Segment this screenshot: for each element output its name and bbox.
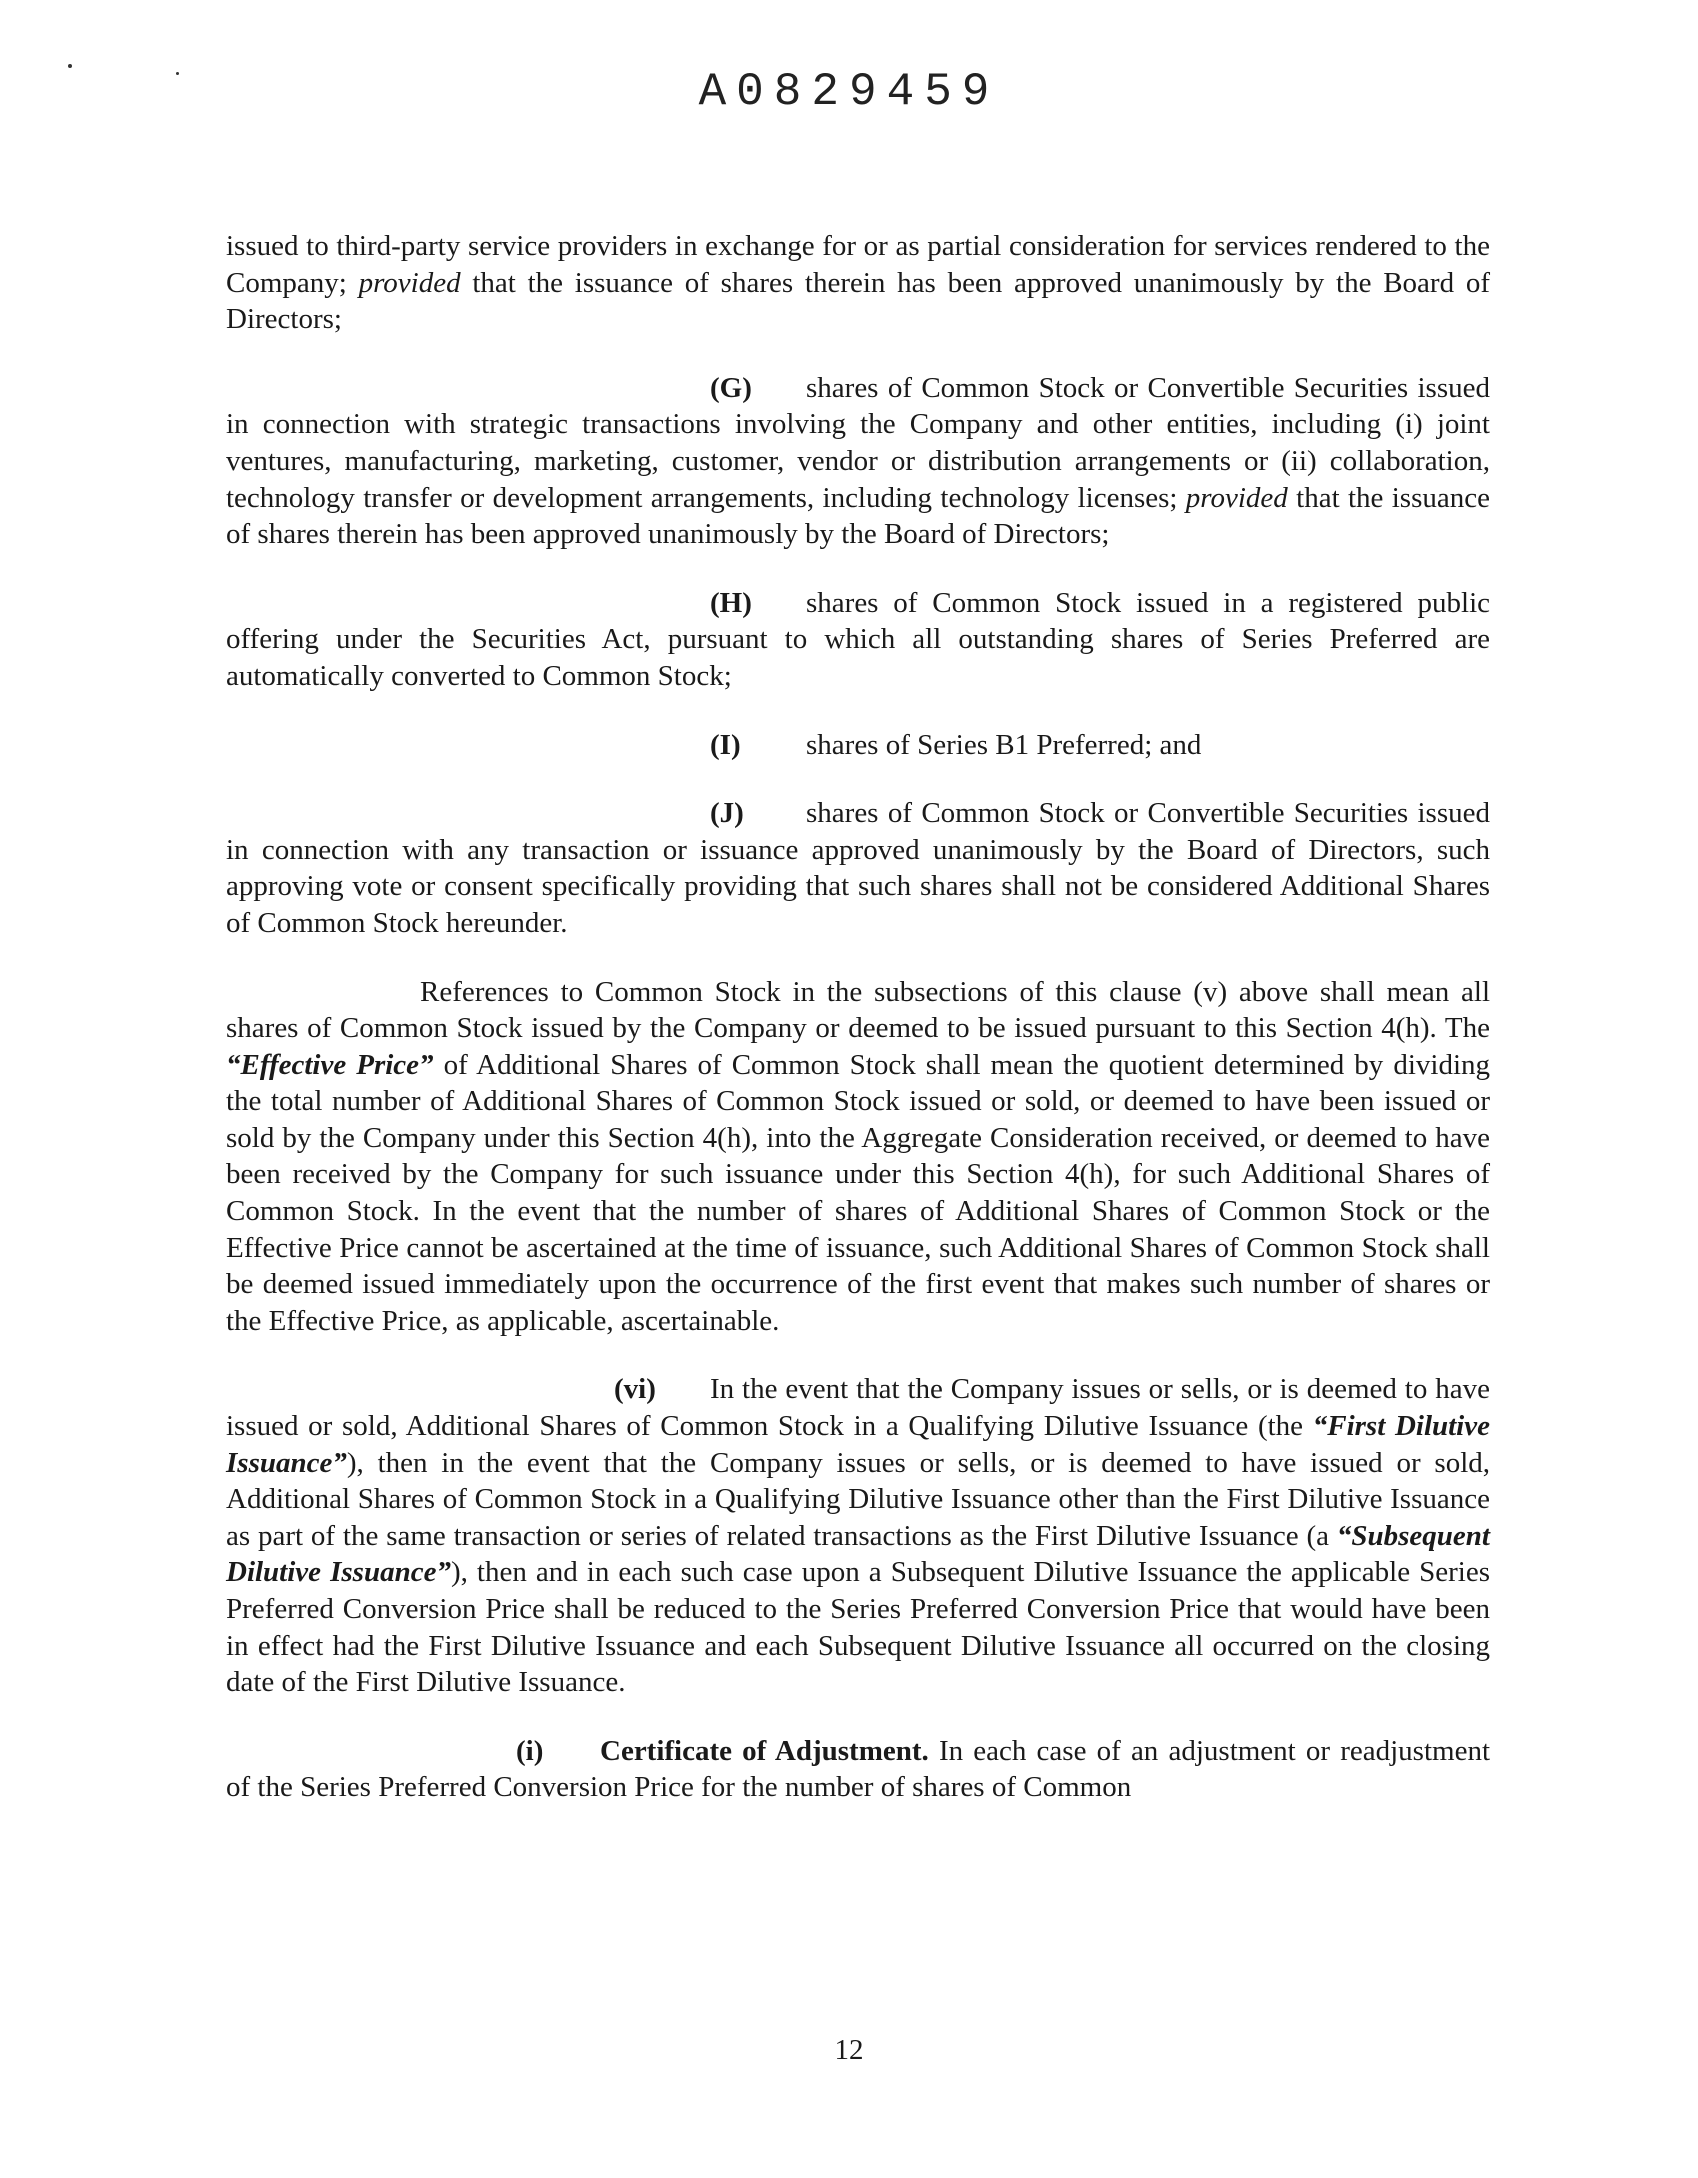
paragraph-text: shares of Common Stock issued in a registered public offering under the Securities Act, pursuant to which all outstanding shares of Series Preferred are automatically converted to Common Stock; [226, 586, 1490, 692]
paragraph-text: References to Common Stock in the subsections of this clause (v) above shall mean all shares of Common Stock issued by the Company or deemed to be issued pursuant to this Section 4(h). The [226, 975, 1490, 1045]
paragraph-text: shares of Common Stock or Convertible Securities issued in connection with strategic transactions involving the Company and other entities, including (i) joint ventures, manufacturing, marketing, customer, vendor or distribution arrangements or (ii) collaboration, technology transfer or development arrangements, including technology licenses; [226, 371, 1490, 514]
section-certificate-of-adjustment [226, 1733, 1490, 1806]
paragraph-text: that the issuance of shares therein has been approved unanimously by the Board of Directors; [226, 266, 1490, 336]
provided-term: provided [1185, 481, 1288, 514]
subsection-g [226, 370, 1490, 553]
paragraph-text: shares of Series B1 Preferred; and [806, 728, 1202, 761]
paragraph-text: ), then in the event that the Company issues or sells, or is deemed to have issued or sold, Additional Shares of Common Stock in a Qualifying Dilutive Issuance other than the First Dilutive Issuance as part of the same transaction or series of related transactions as the First Dilutive Issuance (a [226, 1446, 1490, 1552]
document-stamp: A0829459 [698, 66, 1000, 118]
section-label: (i) [516, 1734, 544, 1767]
clause-label: (vi) [614, 1373, 656, 1406]
provided-term: provided [358, 266, 461, 299]
document-body [226, 228, 1490, 1838]
paragraph-text: In the event that the Company issues or sells, or is deemed to have issued or sold, Additional Shares of Common Stock in a Qualifying Dilutive Issuance (the [226, 1373, 1490, 1443]
clause-vi [226, 1371, 1490, 1700]
subsection-label: (J) [710, 797, 744, 830]
paragraph-text: of Additional Shares of Common Stock shall mean the quotient determined by dividing the total number of Additional Shares of Common Stock issued or sold, or deemed to have been issued or sold by the Company under this Section 4(h), into the Aggregate Consideration received, or deemed to have been received by the Company for such issuance under this Section 4(h), for such Additional Shares of Common Stock. In the event that the number of shares of Additional Shares of Common Stock or the Effective Price cannot be ascertained at the time of issuance, such Additional Shares of Common Stock shall be deemed issued immediately upon the occurrence of the first event that makes such number of shares or the Effective Price, as applicable, ascertainable. [226, 1048, 1490, 1337]
defined-term-subsequent-dilutive-issuance: “Subsequent Dilutive Issuance” [226, 1519, 1490, 1589]
subsection-label: (H) [710, 586, 752, 619]
paragraph-text: that the issuance of shares therein has been approved unanimously by the Board of Directors; [226, 481, 1490, 551]
subsection-i [226, 727, 1490, 764]
paragraph-text: issued to third-party service providers in exchange for or as partial consideration for services rendered to the Company; [226, 230, 1490, 299]
section-title: Certificate of Adjustment. [600, 1734, 929, 1767]
subsection-j [226, 795, 1490, 941]
page-number: 12 [834, 2034, 864, 2066]
defined-term-first-dilutive-issuance: “First Dilutive Issuance” [226, 1410, 1490, 1479]
paragraph-services [226, 228, 1490, 338]
subsection-label: (I) [710, 728, 741, 761]
defined-term-effective-price: “Effective Price” [226, 1048, 434, 1081]
paragraph-text: shares of Common Stock or Convertible Securities issued in connection with any transaction or issuance approved unanimously by the Board of Directors, such approving vote or consent specifically providing that such shares shall not be considered Additional Shares of Common Stock hereunder. [226, 797, 1490, 939]
paragraph-references [226, 974, 1490, 1340]
subsection-label: (G) [710, 371, 752, 404]
paragraph-text: In each case of an adjustment or readjustment of the Series Preferred Conversion Price for the number of shares of Common [226, 1734, 1491, 1804]
paragraph-text: ), then and in each such case upon a Subsequent Dilutive Issuance the applicable Series Preferred Conversion Price shall be reduced to the Series Preferred Conversion Price that would have been in effect had the First Dilutive Issuance and each Subsequent Dilutive Issuance all occurred on the closing date of the First Dilutive Issuance. [226, 1556, 1490, 1699]
subsection-h [226, 585, 1490, 695]
